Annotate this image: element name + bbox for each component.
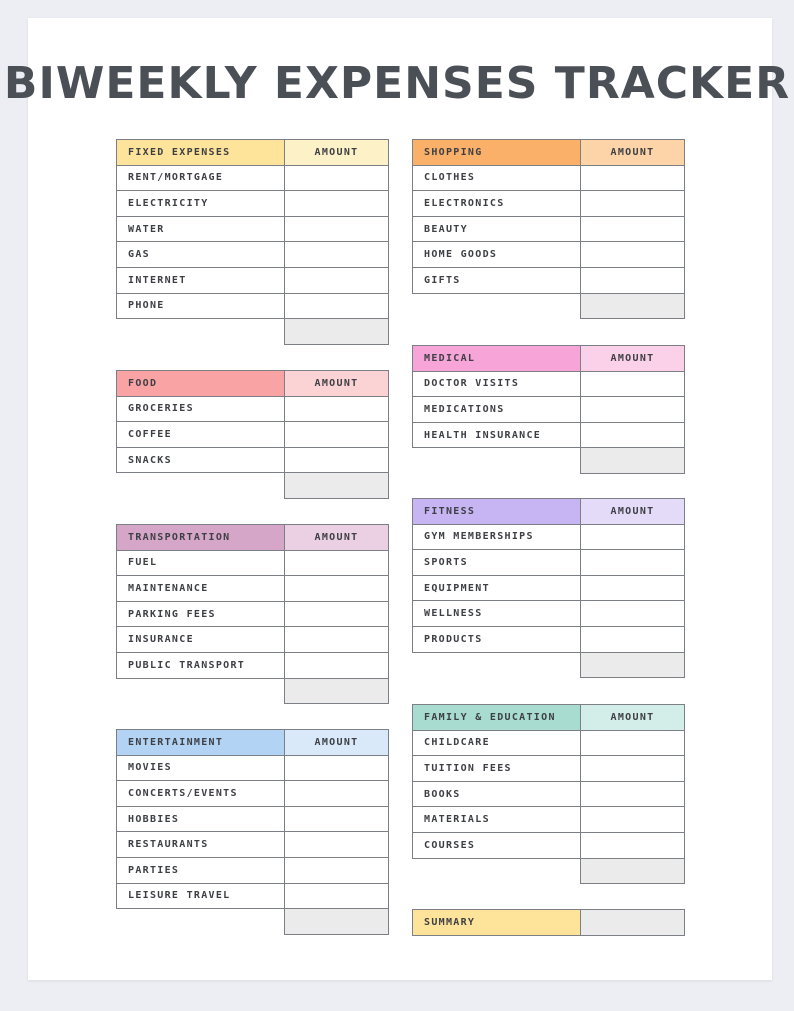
amount-cell[interactable] bbox=[581, 191, 685, 217]
amount-cell[interactable] bbox=[581, 575, 685, 601]
expense-label: CLOTHES bbox=[413, 165, 581, 191]
category-name: FITNESS bbox=[413, 499, 581, 525]
expense-label: GAS bbox=[117, 242, 285, 268]
expense-label: CONCERTS/EVENTS bbox=[117, 781, 285, 807]
amount-cell[interactable] bbox=[285, 781, 389, 807]
amount-cell[interactable] bbox=[285, 165, 389, 191]
expense-row bbox=[413, 397, 685, 423]
amount-header: AMOUNT bbox=[581, 499, 685, 525]
expense-label: COFFEE bbox=[117, 422, 285, 448]
amount-cell[interactable] bbox=[285, 652, 389, 678]
amount-cell[interactable] bbox=[285, 601, 389, 627]
summary-row bbox=[413, 910, 685, 936]
expense-row bbox=[117, 293, 389, 319]
expense-label: MAINTENANCE bbox=[117, 576, 285, 602]
total-row bbox=[413, 448, 685, 474]
amount-cell[interactable] bbox=[285, 293, 389, 319]
total-amount-cell[interactable] bbox=[581, 293, 685, 319]
expense-label: SNACKS bbox=[117, 447, 285, 473]
expense-label: WELLNESS bbox=[413, 601, 581, 627]
category-header-row bbox=[413, 499, 685, 525]
total-row bbox=[117, 678, 389, 704]
expense-row bbox=[117, 627, 389, 653]
expense-row bbox=[117, 396, 389, 422]
amount-cell[interactable] bbox=[581, 371, 685, 397]
amount-cell[interactable] bbox=[285, 191, 389, 217]
amount-cell[interactable] bbox=[285, 857, 389, 883]
expense-label: FUEL bbox=[117, 550, 285, 576]
entertainment-table bbox=[116, 729, 389, 935]
category-name: FAMILY & EDUCATION bbox=[413, 705, 581, 731]
total-spacer bbox=[117, 473, 285, 499]
category-header-row bbox=[413, 705, 685, 731]
total-amount-cell[interactable] bbox=[581, 448, 685, 474]
amount-cell[interactable] bbox=[581, 626, 685, 652]
expense-row bbox=[413, 626, 685, 652]
total-amount-cell[interactable] bbox=[581, 652, 685, 678]
amount-cell[interactable] bbox=[285, 832, 389, 858]
total-spacer bbox=[413, 858, 581, 884]
expense-label: COURSES bbox=[413, 832, 581, 858]
amount-cell[interactable] bbox=[285, 627, 389, 653]
total-spacer bbox=[117, 319, 285, 345]
amount-cell[interactable] bbox=[285, 806, 389, 832]
expense-label: PARKING FEES bbox=[117, 601, 285, 627]
expense-label: ELECTRICITY bbox=[117, 191, 285, 217]
expense-row bbox=[413, 575, 685, 601]
expense-row bbox=[117, 576, 389, 602]
total-row bbox=[117, 319, 389, 345]
expense-label: HEALTH INSURANCE bbox=[413, 422, 581, 448]
amount-header: AMOUNT bbox=[285, 525, 389, 551]
expense-label: CHILDCARE bbox=[413, 730, 581, 756]
total-spacer bbox=[413, 652, 581, 678]
expense-row bbox=[117, 216, 389, 242]
expense-row bbox=[117, 191, 389, 217]
expense-row bbox=[117, 883, 389, 909]
food-table bbox=[116, 370, 389, 499]
expense-label: HOME GOODS bbox=[413, 242, 581, 268]
expense-row bbox=[117, 242, 389, 268]
amount-cell[interactable] bbox=[285, 755, 389, 781]
total-row bbox=[117, 473, 389, 499]
expense-row bbox=[413, 550, 685, 576]
category-header-row bbox=[117, 730, 389, 756]
expense-label: DOCTOR VISITS bbox=[413, 371, 581, 397]
amount-cell[interactable] bbox=[285, 396, 389, 422]
amount-cell[interactable] bbox=[581, 524, 685, 550]
expense-label: BOOKS bbox=[413, 781, 581, 807]
expense-row bbox=[117, 781, 389, 807]
summary-table bbox=[412, 909, 685, 936]
expense-label: MOVIES bbox=[117, 755, 285, 781]
total-row bbox=[413, 652, 685, 678]
total-amount-cell[interactable] bbox=[285, 909, 389, 935]
amount-cell[interactable] bbox=[285, 216, 389, 242]
expense-label: ELECTRONICS bbox=[413, 191, 581, 217]
expense-label: GIFTS bbox=[413, 267, 581, 293]
page-title: BIWEEKLY EXPENSES TRACKER bbox=[3, 58, 791, 109]
expense-row bbox=[117, 267, 389, 293]
expense-label: GROCERIES bbox=[117, 396, 285, 422]
category-header-row bbox=[413, 140, 685, 166]
expense-row bbox=[117, 857, 389, 883]
amount-cell[interactable] bbox=[285, 883, 389, 909]
amount-cell[interactable] bbox=[581, 756, 685, 782]
expense-row bbox=[413, 191, 685, 217]
category-name: TRANSPORTATION bbox=[117, 525, 285, 551]
expense-label: INTERNET bbox=[117, 267, 285, 293]
expense-row bbox=[117, 755, 389, 781]
expense-row bbox=[117, 832, 389, 858]
amount-cell[interactable] bbox=[581, 267, 685, 293]
category-name: FOOD bbox=[117, 371, 285, 397]
amount-cell[interactable] bbox=[285, 550, 389, 576]
expense-label: PUBLIC TRANSPORT bbox=[117, 652, 285, 678]
expense-label: GYM MEMBERSHIPS bbox=[413, 524, 581, 550]
amount-cell[interactable] bbox=[581, 781, 685, 807]
amount-cell[interactable] bbox=[285, 447, 389, 473]
amount-cell[interactable] bbox=[581, 601, 685, 627]
expense-row bbox=[413, 165, 685, 191]
expense-label: INSURANCE bbox=[117, 627, 285, 653]
total-amount-cell[interactable] bbox=[285, 473, 389, 499]
total-spacer bbox=[413, 293, 581, 319]
medical-table bbox=[412, 345, 685, 474]
amount-header: AMOUNT bbox=[285, 371, 389, 397]
amount-header: AMOUNT bbox=[581, 705, 685, 731]
amount-cell[interactable] bbox=[581, 165, 685, 191]
expense-row bbox=[413, 601, 685, 627]
shopping-table bbox=[412, 139, 685, 319]
family-education-table bbox=[412, 704, 685, 884]
transportation-table bbox=[116, 524, 389, 704]
amount-cell[interactable] bbox=[581, 422, 685, 448]
total-row bbox=[413, 858, 685, 884]
amount-cell[interactable] bbox=[581, 242, 685, 268]
expense-label: PARTIES bbox=[117, 857, 285, 883]
amount-cell[interactable] bbox=[581, 730, 685, 756]
expense-label: MEDICATIONS bbox=[413, 397, 581, 423]
total-row bbox=[413, 293, 685, 319]
amount-cell[interactable] bbox=[581, 832, 685, 858]
expense-row bbox=[413, 781, 685, 807]
expense-row bbox=[413, 267, 685, 293]
category-header-row bbox=[117, 371, 389, 397]
category-header-row bbox=[117, 140, 389, 166]
expense-label: MATERIALS bbox=[413, 807, 581, 833]
category-name: SHOPPING bbox=[413, 140, 581, 166]
expense-row bbox=[413, 756, 685, 782]
expense-label: RENT/MORTGAGE bbox=[117, 165, 285, 191]
expense-row bbox=[413, 371, 685, 397]
summary-label: SUMMARY bbox=[413, 910, 581, 936]
total-spacer bbox=[117, 678, 285, 704]
expense-row bbox=[413, 216, 685, 242]
amount-header: AMOUNT bbox=[285, 140, 389, 166]
expense-row bbox=[117, 422, 389, 448]
expense-row bbox=[117, 550, 389, 576]
category-name: ENTERTAINMENT bbox=[117, 730, 285, 756]
expense-label: WATER bbox=[117, 216, 285, 242]
expense-label: PRODUCTS bbox=[413, 626, 581, 652]
summary-amount-cell[interactable] bbox=[581, 910, 685, 936]
expense-label: BEAUTY bbox=[413, 216, 581, 242]
expense-row bbox=[117, 806, 389, 832]
amount-cell[interactable] bbox=[581, 807, 685, 833]
expense-row bbox=[413, 524, 685, 550]
fitness-table bbox=[412, 498, 685, 678]
amount-header: AMOUNT bbox=[581, 346, 685, 372]
amount-header: AMOUNT bbox=[285, 730, 389, 756]
amount-cell[interactable] bbox=[581, 216, 685, 242]
expense-row bbox=[117, 165, 389, 191]
category-header-row bbox=[413, 346, 685, 372]
category-header-row bbox=[117, 525, 389, 551]
amount-cell[interactable] bbox=[285, 576, 389, 602]
expense-row bbox=[413, 422, 685, 448]
category-name: FIXED EXPENSES bbox=[117, 140, 285, 166]
total-amount-cell[interactable] bbox=[285, 678, 389, 704]
expense-label: EQUIPMENT bbox=[413, 575, 581, 601]
expense-row bbox=[117, 601, 389, 627]
expense-label: RESTAURANTS bbox=[117, 832, 285, 858]
amount-cell[interactable] bbox=[581, 550, 685, 576]
total-amount-cell[interactable] bbox=[285, 319, 389, 345]
expense-row bbox=[413, 730, 685, 756]
expense-row bbox=[413, 242, 685, 268]
expense-label: TUITION FEES bbox=[413, 756, 581, 782]
amount-cell[interactable] bbox=[285, 267, 389, 293]
category-name: MEDICAL bbox=[413, 346, 581, 372]
expense-label: HOBBIES bbox=[117, 806, 285, 832]
fixed-expenses-table bbox=[116, 139, 389, 345]
amount-cell[interactable] bbox=[285, 422, 389, 448]
total-row bbox=[117, 909, 389, 935]
amount-cell[interactable] bbox=[285, 242, 389, 268]
expense-row bbox=[413, 807, 685, 833]
total-spacer bbox=[117, 909, 285, 935]
expense-label: LEISURE TRAVEL bbox=[117, 883, 285, 909]
total-amount-cell[interactable] bbox=[581, 858, 685, 884]
expense-label: SPORTS bbox=[413, 550, 581, 576]
expense-row bbox=[117, 652, 389, 678]
expense-row bbox=[117, 447, 389, 473]
expense-row bbox=[413, 832, 685, 858]
expense-label: PHONE bbox=[117, 293, 285, 319]
amount-header: AMOUNT bbox=[581, 140, 685, 166]
amount-cell[interactable] bbox=[581, 397, 685, 423]
total-spacer bbox=[413, 448, 581, 474]
